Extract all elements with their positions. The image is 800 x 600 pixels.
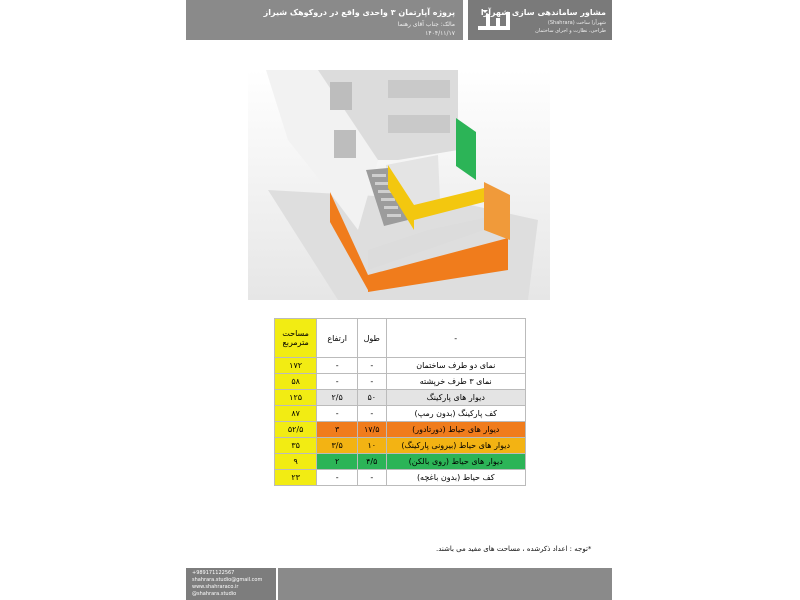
row-length: ۱۷/۵ [358, 422, 386, 438]
table-row [275, 422, 526, 438]
row-length: - [358, 470, 386, 486]
row-area: ۳۵ [275, 438, 317, 454]
row-area: ۱۲۵ [275, 390, 317, 406]
table-row [275, 470, 526, 486]
row-length: ۵۰ [358, 390, 386, 406]
project-date: ۱۴۰۴/۱۱/۱۷ [425, 30, 455, 37]
project-title: پروژه آپارتمان ۳ واحدی واقع در دروکوهک شیراز [263, 8, 455, 17]
row-description: نمای دو طرف ساختمان [386, 358, 526, 374]
row-description: دیوار های حیاط (بیرونی پارکینگ) [386, 438, 526, 454]
row-height: - [317, 358, 358, 374]
row-height: ۲/۵ [317, 390, 358, 406]
row-description: دیوار های پارکینگ [386, 390, 526, 406]
table-row [275, 358, 526, 374]
row-description: کف حیاط (بدون باغچه) [386, 470, 526, 486]
row-area: ۹ [275, 454, 317, 470]
row-height: ۳ [317, 422, 358, 438]
row-length: - [358, 374, 386, 390]
row-length: ۴/۵ [358, 454, 386, 470]
footnote: *توجه : اعداد ذکرشده ، مساحت های مفید می باشند. [436, 545, 592, 553]
project-owner: مالک: جناب آقای رهنما [397, 21, 455, 28]
company-name: مشاور ساماندهی سازی شهرآرا [480, 8, 606, 17]
row-area: ۸۷ [275, 406, 317, 422]
row-area: ۵۸ [275, 374, 317, 390]
contact-instagram: @shahrara.studio [192, 591, 237, 597]
row-description: دیوار های حیاط (دورتادور) [386, 422, 526, 438]
row-area: ۱۷۲ [275, 358, 317, 374]
header-area: مساحت مترمربع [275, 319, 317, 358]
row-length: - [358, 406, 386, 422]
contact-phone: +989171122567 [192, 570, 235, 576]
company-services: طراحی، نظارت و اجرای ساختمان [535, 28, 606, 34]
row-area: ۲۳ [275, 470, 317, 486]
row-height: ۲ [317, 454, 358, 470]
table-row [275, 454, 526, 470]
row-height: - [317, 374, 358, 390]
table-row [275, 406, 526, 422]
area-table [274, 318, 526, 486]
header-length: طول [358, 319, 386, 358]
row-height: ۳/۵ [317, 438, 358, 454]
company-header [468, 0, 612, 40]
header-description: - [386, 319, 526, 358]
table-row [275, 438, 526, 454]
footer-bar [278, 568, 612, 600]
contact-website: www.shahraraco.ir [192, 584, 239, 590]
row-height: - [317, 406, 358, 422]
project-header [186, 0, 463, 40]
row-description: نمای ۳ طرف خرپشته [386, 374, 526, 390]
row-area: ۵۲/۵ [275, 422, 317, 438]
row-height: - [317, 470, 358, 486]
header-height: ارتفاع [317, 319, 358, 358]
row-description: کف پارکینگ (بدون رمپ) [386, 406, 526, 422]
table-header-row [275, 319, 526, 358]
table-row [275, 374, 526, 390]
company-tagline: شهرآرا ساخت (Shahrara) [547, 20, 606, 26]
building-3d-render [248, 70, 550, 300]
row-description: دیوار های حیاط (روی بالکن) [386, 454, 526, 470]
table-row [275, 390, 526, 406]
row-length: - [358, 358, 386, 374]
row-length: ۱۰ [358, 438, 386, 454]
contact-footer [186, 568, 276, 600]
contact-email: shahrara.studio@gmail.com [192, 577, 263, 583]
